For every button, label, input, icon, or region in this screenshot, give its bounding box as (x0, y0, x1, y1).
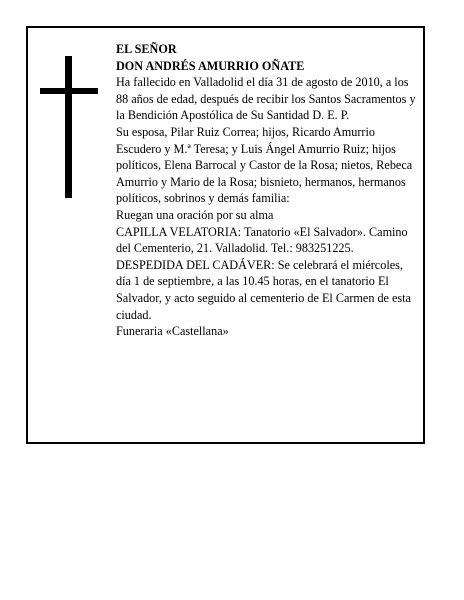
wake-chapel-info: CAPILLA VELATORIA: Tanatorio «El Salvador». Camino del Cementerio, 21. Valladolid. Tel.: 983251225. (116, 224, 408, 256)
obituary-notice (26, 26, 425, 444)
cross-icon (40, 56, 98, 198)
notice-title: EL SEÑOR (116, 42, 177, 56)
cross-vertical-bar (65, 56, 72, 198)
cross-horizontal-bar (40, 88, 98, 94)
notice-text (116, 41, 418, 340)
funeral-farewell-info: DESPEDIDA DEL CADÁVER: Se celebrará el miércoles, día 1 de septiembre, a las 10.45 horas, en el tanatorio El Salvador, y acto seguido al cementerio de El Carmen de esta ciudad. (116, 257, 411, 322)
funeral-home: Funeraria «Castellana» (116, 324, 229, 339)
death-announcement: Ha fallecido en Valladolid el día 31 de agosto de 2010, a los 88 años de edad, después de recibir los Santos Sacramentos y la Bendición Apostólica de Su Santidad D. E. P. (116, 75, 416, 123)
deceased-name: DON ANDRÉS AMURRIO OÑATE (116, 58, 305, 73)
prayer-request: Ruegan una oración por su alma (116, 207, 274, 222)
family-list: Su esposa, Pilar Ruiz Correa; hijos, Ricardo Amurrio Escudero y M.ª Teresa; y Luis Ángel Amurrio Ruiz; hijos políticos, Elena Barrocal y Castor de la Rosa; nietos, Rebeca Amurrio y Mario de la Rosa; bisnieto, hermanos, hermanos políticos, sobrinos y demás familia: (116, 124, 413, 206)
